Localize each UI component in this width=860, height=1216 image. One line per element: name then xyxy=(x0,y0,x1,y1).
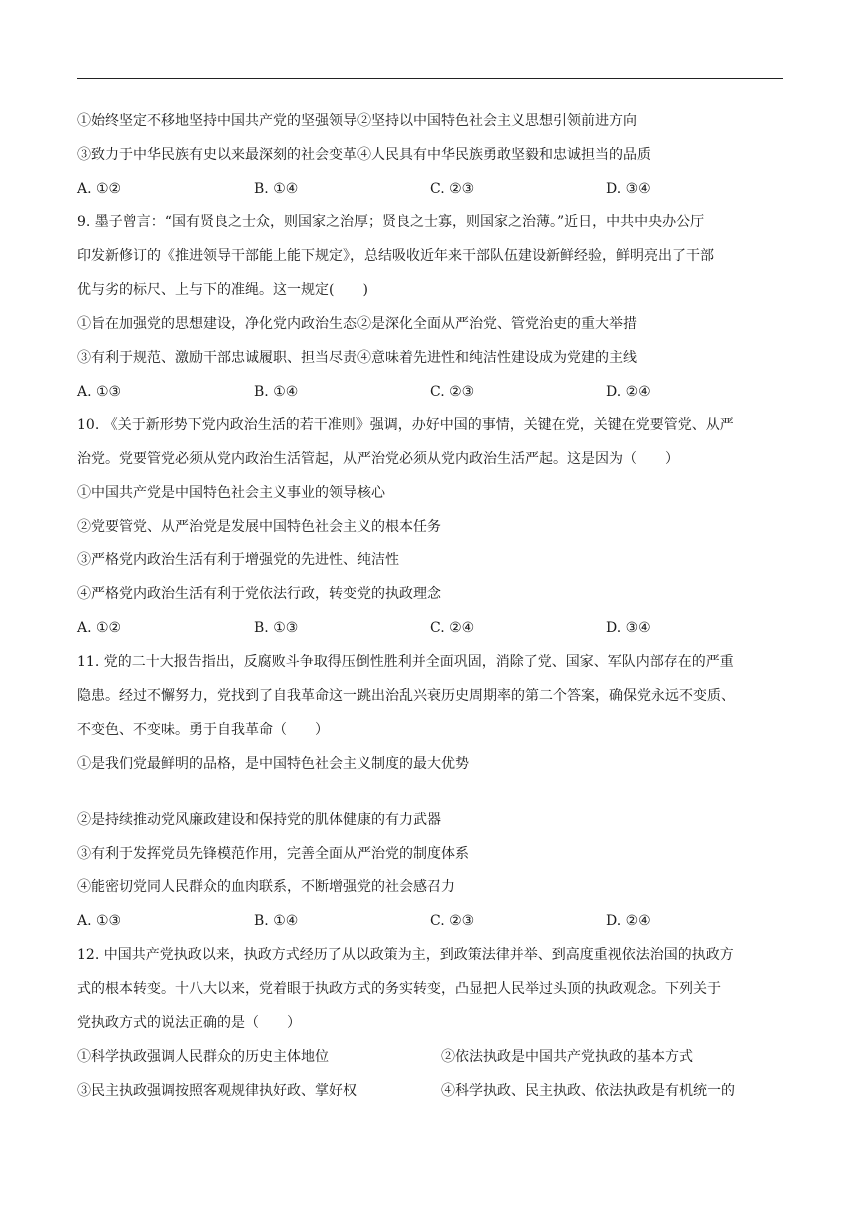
q12-items-row-2 xyxy=(77,1081,783,1101)
q8-option-d[interactable]: D. ③④ xyxy=(606,181,651,197)
q12-stem-line-3: 党执政方式的说法正确的是（ ） xyxy=(77,1015,301,1031)
q11-option-a[interactable]: A. ①③ xyxy=(77,913,122,929)
q11-item-2: ②是持续推动党风廉政建设和保持党的肌体健康的有力武器 xyxy=(77,812,441,828)
q9-choice-line-1: ①旨在加强党的思想建设，净化党内政治生态②是深化全面从严治党、管党治吏的重大举措 xyxy=(77,316,637,332)
q9-options xyxy=(77,382,783,402)
q10-options xyxy=(77,618,783,638)
q12-item-2: ②依法执政是中国共产党执政的基本方式 xyxy=(441,1049,693,1065)
q10-stem-line-2: 治党。党要管党必须从党内政治生活管起，从严治党必须从党内政治生活严起。这是因为（ ） xyxy=(77,451,679,467)
q12-stem-line-1: 12. 中国共产党执政以来，执政方式经历了从以政策为主，到政策法律并举、到高度重视依法治国的执政方 xyxy=(77,947,734,963)
q10-option-c[interactable]: C. ②④ xyxy=(430,620,475,636)
q11-item-3: ③有利于发挥党员先锋模范作用，完善全面从严治党的制度体系 xyxy=(77,846,469,862)
q12-items-row-1 xyxy=(77,1047,783,1067)
q9-option-b[interactable]: B. ①④ xyxy=(254,384,299,400)
q10-item-3: ③严格党内政治生活有利于增强党的先进性、纯洁性 xyxy=(77,552,399,568)
q12-stem-line-2: 式的根本转变。十八大以来，党着眼于执政方式的务实转变，凸显把人民举过头顶的执政观念。下列关于 xyxy=(77,981,721,997)
q10-option-d[interactable]: D. ③④ xyxy=(606,620,651,636)
q11-options xyxy=(77,911,783,931)
q8-choice-line-2: ③致力于中华民族有史以来最深刻的社会变革④人民具有中华民族勇敢坚毅和忠诚担当的品质 xyxy=(77,147,651,163)
q8-options xyxy=(77,179,783,199)
q11-stem-line-2: 隐患。经过不懈努力，党找到了自我革命这一跳出治乱兴衰历史周期率的第二个答案，确保党永远不变质、 xyxy=(77,688,735,704)
q12-item-4: ④科学执政、民主执政、依法执政是有机统一的 xyxy=(441,1083,735,1099)
q8-option-a[interactable]: A. ①② xyxy=(77,181,122,197)
q9-stem-line-3: 优与劣的标尺、上与下的准绳。这一规定( ) xyxy=(77,282,368,298)
header-rule xyxy=(77,78,783,79)
q11-option-b[interactable]: B. ①④ xyxy=(254,913,299,929)
q10-option-b[interactable]: B. ①③ xyxy=(254,620,299,636)
q9-choice-line-2: ③有利于规范、激励干部忠诚履职、担当尽责④意味着先进性和纯洁性建设成为党建的主线 xyxy=(77,350,637,366)
q9-option-d[interactable]: D. ②④ xyxy=(606,384,651,400)
q11-item-1: ①是我们党最鲜明的品格，是中国特色社会主义制度的最大优势 xyxy=(77,756,469,772)
q8-option-c[interactable]: C. ②③ xyxy=(430,181,475,197)
q10-stem-line-1: 10. 《关于新形势下党内政治生活的若干准则》强调，办好中国的事情，关键在党，关键在党要管党、从严 xyxy=(77,417,734,433)
q8-choice-line-1: ①始终坚定不移地坚持中国共产党的坚强领导②坚持以中国特色社会主义思想引领前进方向 xyxy=(77,113,637,129)
q9-stem-line-2: 印发新修订的《推进领导干部能上能下规定》，总结吸收近年来干部队伍建设新鲜经验，鲜明亮出了干部 xyxy=(77,248,714,264)
q11-stem-line-1: 11. 党的二十大报告指出，反腐败斗争取得压倒性胜利并全面巩固，消除了党、国家、军队内部存在的严重 xyxy=(77,654,734,670)
q11-option-d[interactable]: D. ②④ xyxy=(606,913,651,929)
q9-option-c[interactable]: C. ②③ xyxy=(430,384,475,400)
q12-item-3: ③民主执政强调按照客观规律执好政、掌好权 xyxy=(77,1083,357,1099)
q10-option-a[interactable]: A. ①② xyxy=(77,620,122,636)
q10-item-1: ①中国共产党是中国特色社会主义事业的领导核心 xyxy=(77,485,385,501)
q10-item-2: ②党要管党、从严治党是发展中国特色社会主义的根本任务 xyxy=(77,519,441,535)
q8-option-b[interactable]: B. ①④ xyxy=(254,181,299,197)
q9-stem-line-1: 9. 墨子曾言：“国有贤良之士众，则国家之治厚；贤良之士寡，则国家之治薄。”近日，中共中央办公厅 xyxy=(77,214,705,230)
q11-item-4: ④能密切党同人民群众的血肉联系，不断增强党的社会感召力 xyxy=(77,879,455,895)
q11-option-c[interactable]: C. ②③ xyxy=(430,913,475,929)
q12-item-1: ①科学执政强调人民群众的历史主体地位 xyxy=(77,1049,329,1065)
q11-stem-line-3: 不变色、不变味。勇于自我革命（ ） xyxy=(77,722,329,738)
q10-item-4: ④严格党内政治生活有利于党依法行政，转变党的执政理念 xyxy=(77,586,441,602)
q9-option-a[interactable]: A. ①③ xyxy=(77,384,122,400)
